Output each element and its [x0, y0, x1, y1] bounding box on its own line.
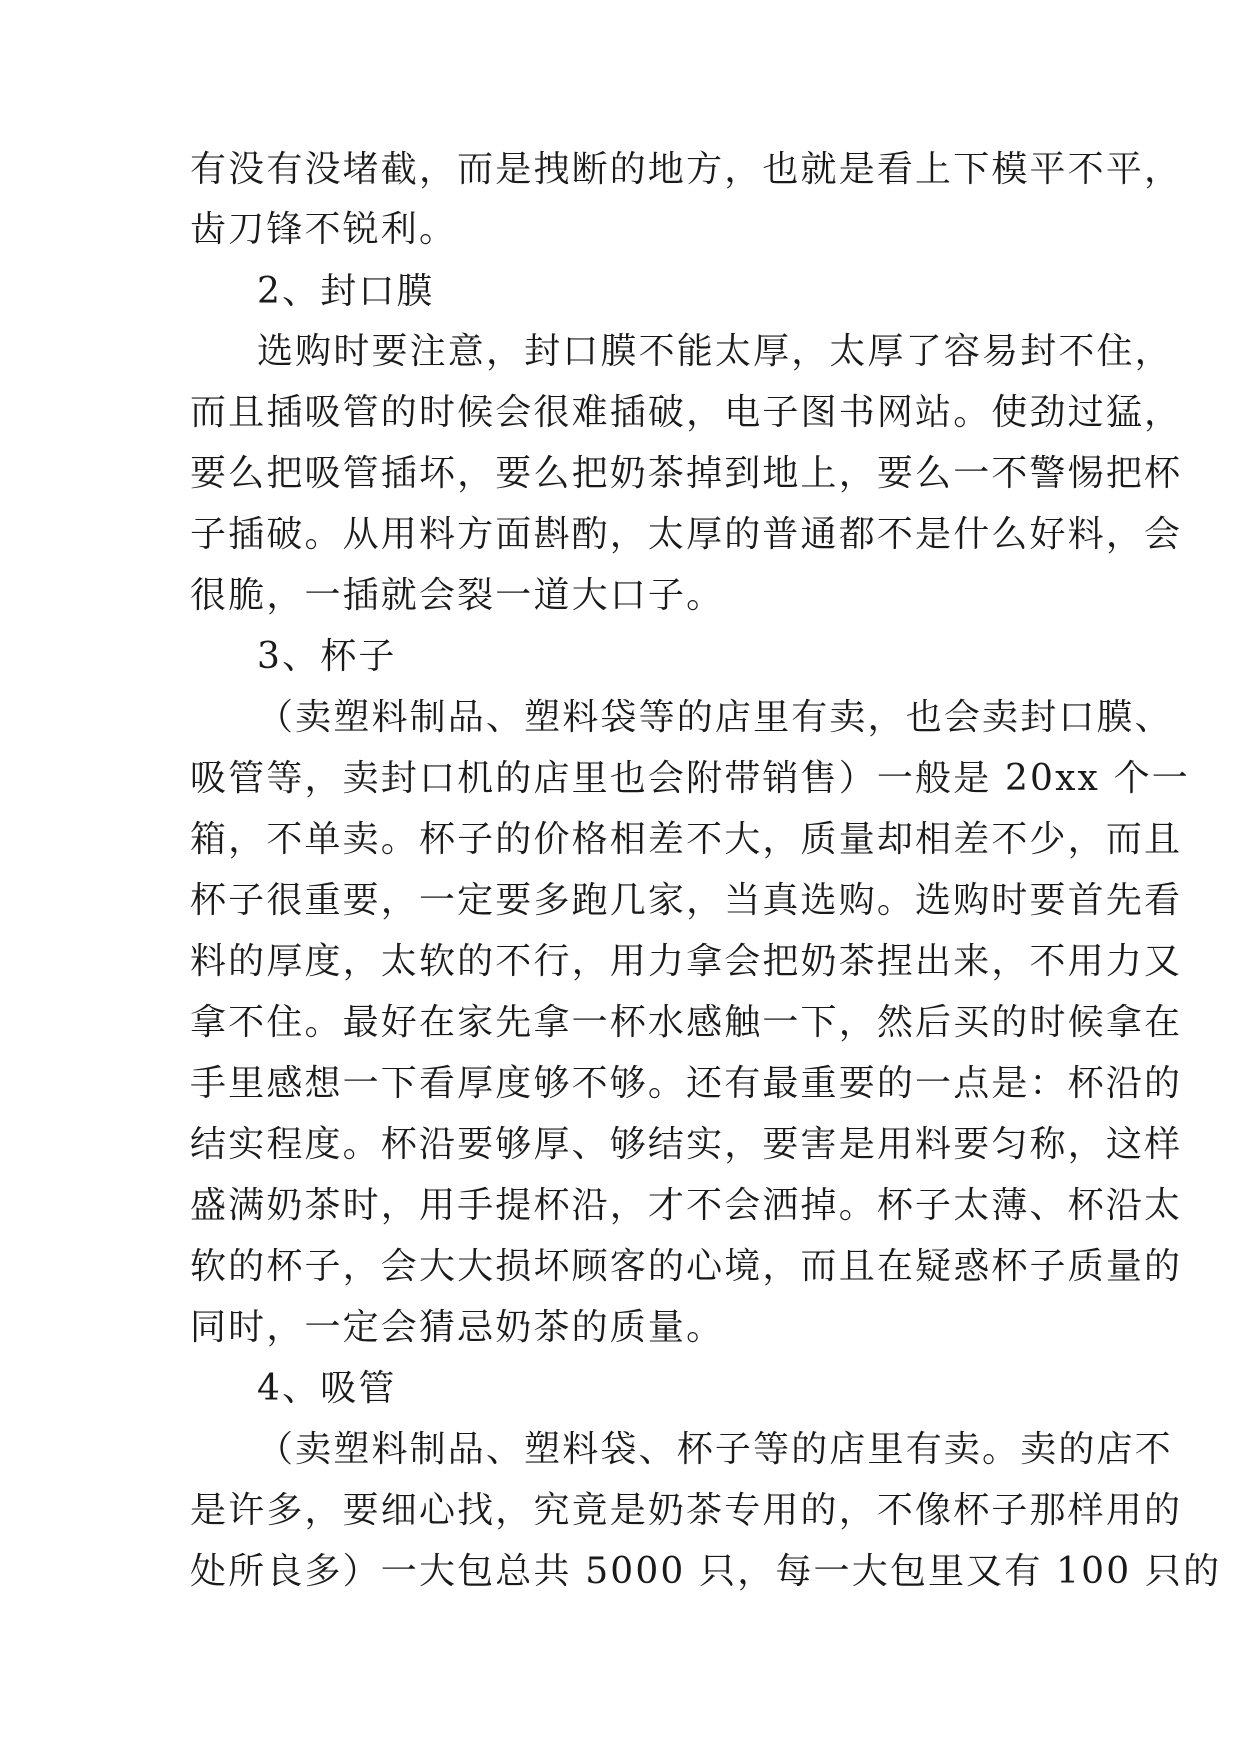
paragraph-line: 箱，不单卖。杯子的价格相差不大，质量却相差不少，而且 — [190, 819, 1183, 860]
paragraph-line: 料的厚度，太软的不行，用力拿会把奶茶捏出来，不用力又 — [190, 941, 1183, 982]
paragraph-line: 有没有没堵截，而是拽断的地方，也就是看上下模平不平， — [190, 149, 1183, 190]
paragraph-line: 处所良多）一大包总共 5000 只，每一大包里又有 100 只的 — [190, 1551, 1222, 1592]
section-heading-3: 3、杯子 — [257, 636, 397, 677]
paragraph-line: 很脆，一插就会裂一道大口子。 — [190, 575, 725, 616]
paragraph-line: 拿不住。最好在家先拿一杯水感触一下，然后买的时候拿在 — [190, 1002, 1183, 1043]
paragraph-line: 而且插吸管的时候会很难插破，电子图书网站。使劲过猛， — [190, 392, 1183, 433]
paragraph-line: 是许多，要细心找，究竟是奶茶专用的，不像杯子那样用的 — [190, 1490, 1183, 1531]
paragraph-line: （卖塑料制品、塑料袋等的店里有卖，也会卖封口膜、 — [257, 697, 1173, 738]
paragraph-line: 结实程度。杯沿要够厚、够结实，要害是用料要匀称，这样 — [190, 1124, 1183, 1165]
paragraph-line: 软的杯子，会大大损坏顾客的心境，而且在疑惑杯子质量的 — [190, 1246, 1183, 1287]
paragraph-line: 手里感想一下看厚度够不够。还有最重要的一点是：杯沿的 — [190, 1063, 1183, 1104]
section-heading-2: 2、封口膜 — [257, 271, 435, 312]
paragraph-line: 杯子很重要，一定要多跑几家，当真选购。选购时要首先看 — [190, 880, 1183, 921]
paragraph-line: 要么把吸管插坏，要么把奶茶掉到地上，要么一不警惕把杯 — [190, 453, 1183, 494]
paragraph-line: （卖塑料制品、塑料袋、杯子等的店里有卖。卖的店不 — [257, 1429, 1173, 1470]
paragraph-line: 选购时要注意，封口膜不能太厚，太厚了容易封不住， — [257, 331, 1173, 372]
paragraph-line: 子插破。从用料方面斟酌，太厚的普通都不是什么好料，会 — [190, 514, 1183, 555]
paragraph-line: 吸管等，卖封口机的店里也会附带销售）一般是 20xx 个一 — [190, 758, 1190, 799]
paragraph-line: 同时，一定会猜忌奶茶的质量。 — [190, 1307, 725, 1348]
paragraph-line: 盛满奶茶时，用手提杯沿，才不会洒掉。杯子太薄、杯沿太 — [190, 1185, 1183, 1226]
section-heading-4: 4、吸管 — [257, 1368, 397, 1409]
paragraph-line: 齿刀锋不锐利。 — [190, 209, 458, 250]
